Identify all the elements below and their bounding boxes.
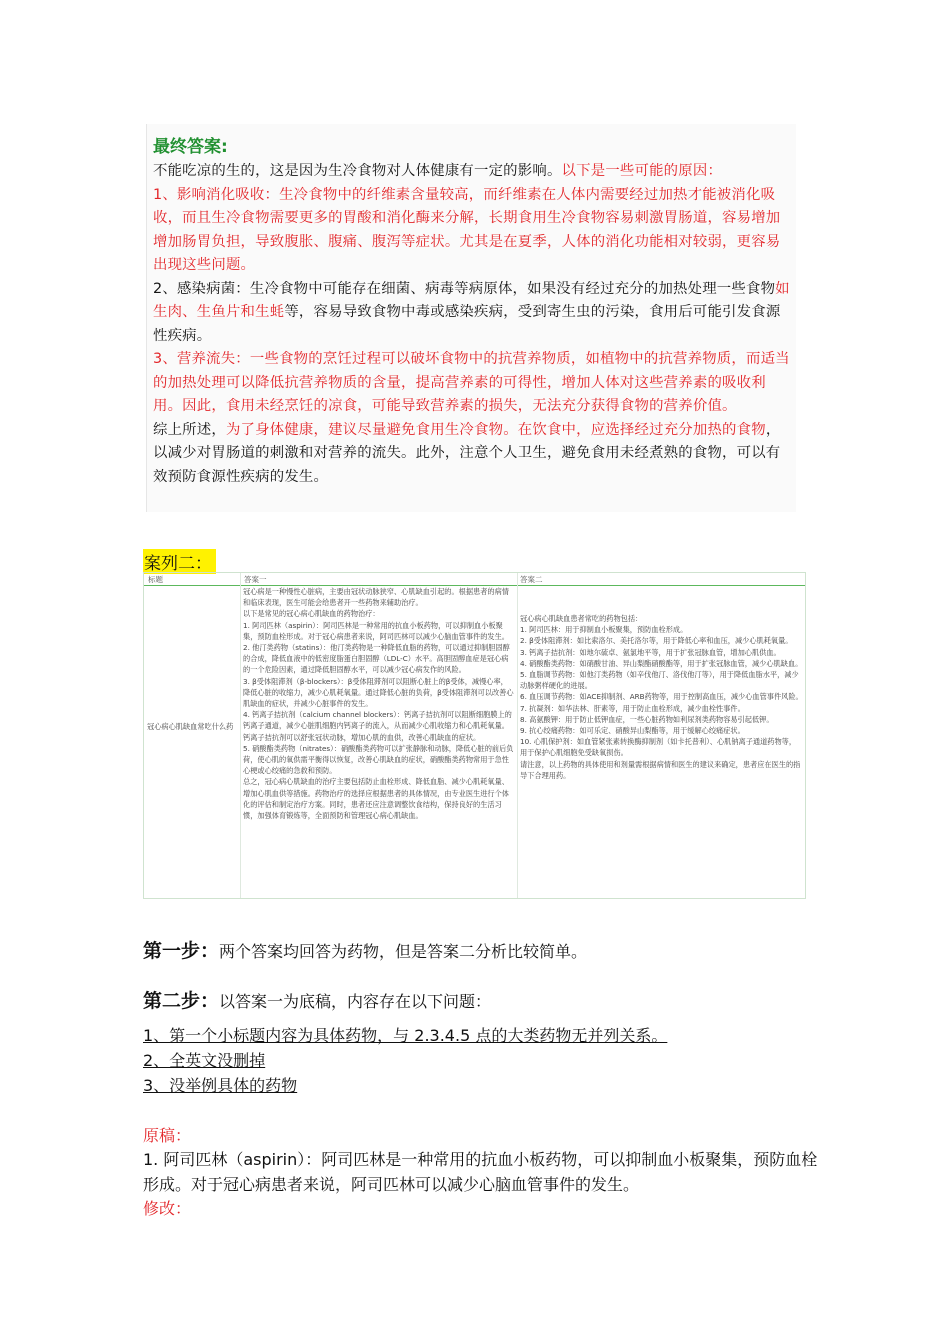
step-two-text: 以答案一为底稿，内容存在以下问题： <box>219 992 492 1011</box>
answer-two-cell: 冠心病心肌缺血患者常吃的药物包括： 1. 阿司匹林：用于抑制血小板聚集，预防血栓形成。 2. β受体阻滞剂：如比索洛尔、美托洛尔等，用于降低心率和血压，减少心肌耗氧量。 3. 钙离子拮抗剂：如地尔硫卓、氨氯地平等，用于扩张冠脉血管，增加心肌供血。 4. 硝酸酯类药物：如硝酸甘油、异山梨酯硝酸酯等，用于扩张冠脉血管，减少心肌缺血。 5. 血脂调节药物：如他汀类药物（如辛伐他汀、洛伐他汀等），用于降低血脂水平，减少动脉粥样硬化的进展。 6. 血压调节药物：如ACE抑制剂、ARB药物等，用于控制高血压，减少心血管事件风险。 7. 抗凝剂：如华法林、肝素等，用于防止血栓形成，减少血栓性事件。 8. 高氨酸钾：用于防止低钾血症，一些心脏药物如利尿剂类药物容易引起低钾。 9. 抗心绞痛药物：如可乐定、硝酸异山梨酯等，用于缓解心绞痛症状。 10. 心肌保护剂：如血管紧张素转换酶抑制剂（如卡托普利）、心肌钠离子通道药物等，用于保护心肌细胞免受缺氧损伤。 请注意，以上药物的具体使用和剂量需根据病情和医生的建议来确定，患者应在医生的指导下合理用药。 <box>520 614 803 780</box>
step-one-label: 第一步： <box>143 940 220 962</box>
draft-label: 原稿： <box>143 1126 192 1145</box>
conclusion-red: 为了身体健康，建议尽量避免食用生冷食物。在饮食中，应选择经过充分加热的食物 <box>225 421 766 438</box>
case-two-label: 案列二： <box>143 549 216 574</box>
conclusion-text-a: 综上所述， <box>153 421 226 438</box>
reason-digestion: 1、影响消化吸收：生冷食物中的纤维素含量较高，而纤维素在人体内需要经过加热才能被消化吸收，而且生冷食物需要更多的胃酸和消化酶来分解，长期食用生冷食物容易刺激胃肠道，容易增加增加肠胃负担，导致腹胀、腹痛、腹泻等症状。尤其是在夏季，人体的消化功能相对较弱，更容易出现这些问题。 <box>153 186 781 273</box>
reason-infection <box>153 278 790 349</box>
step-one-text: 两个答案均回答为药物，但是答案二分析比较简单。 <box>219 942 588 961</box>
comparison-table <box>143 572 806 899</box>
header-answer-one: 答案一 <box>244 575 267 584</box>
column-divider <box>517 573 518 898</box>
final-answer-block <box>146 124 796 512</box>
issue-item: 3、没举例具体的药物 <box>143 1076 298 1095</box>
issue-item: 1、第一个小标题内容为具体药物，与 2.3.4.5 点的大类药物无并列关系。 <box>143 1026 668 1045</box>
column-divider <box>240 573 241 898</box>
table-title-cell: 冠心病心肌缺血常吃什么药 <box>147 722 234 731</box>
final-answer-intro <box>153 160 790 184</box>
revision-label: 修改： <box>143 1199 192 1218</box>
intro-text: 不能吃凉的生的，这是因为生冷食物对人体健康有一定的影响。 <box>153 163 562 179</box>
reason-infection-text-b: 等，容易导致食物中毒或感染疾病，受到寄生虫的污染，食用后可能引发食源性疾病。 <box>153 304 781 344</box>
step-two-label: 第二步： <box>143 990 220 1012</box>
header-title: 标题 <box>148 575 163 584</box>
conclusion <box>153 419 790 490</box>
reason-infection-text-a: 2、感染病菌：生冷食物中可能存在细菌、病毒等病原体，如果没有经过充分的加热处理一些食物 <box>153 280 776 297</box>
reason-infection-red: 如生肉、生鱼片和生蚝 <box>153 280 790 320</box>
header-answer-two: 答案二 <box>520 575 543 584</box>
draft-text: 1. 阿司匹林（aspirin）：阿司匹林是一种常用的抗血小板药物，可以抑制血小板聚集，预防血栓形成。对于冠心病患者来说，阿司匹林可以减少心脑血管事件的发生。 <box>143 1150 818 1194</box>
reason-nutrition: 3、营养流失：一些食物的烹饪过程可以破坏食物中的抗营养物质，如植物中的抗营养物质，而适当的加热处理可以降低抗营养物质的含量，提高营养素的可得性，增加人体对这些营养素的吸收利用。因此，食用未经烹饪的凉食，可能导致营养素的损失，无法充分获得食物的营养价值。 <box>153 351 790 414</box>
table-header-row <box>144 573 805 586</box>
issue-item: 2、全英文没删掉 <box>143 1051 266 1070</box>
final-answer-title: 最终答案: <box>153 137 228 157</box>
conclusion-text-b: ，以减少对胃肠道的刺激和对营养的流失。此外，注意个人卫生，避免食用未经煮熟的食物，可以有效预防食源性疾病的发生。 <box>153 421 781 485</box>
step-two <box>143 986 491 1013</box>
intro-red-text: 以下是一些可能的原因： <box>561 163 723 179</box>
answer-one-cell: 冠心病是一种慢性心脏病，主要由冠状动脉狭窄、心肌缺血引起的。根据患者的病情和临床表现，医生可能会给患者开一些药物来辅助治疗。 以下是常见的冠心病心肌缺血的药物治疗： 1. 阿司匹林（aspirin）：阿司匹林是一种常用的抗血小板药物，可以抑制血小板聚集，预防血栓形成。对于冠心病患者来说，阿司匹林可以减少心脑血管事件的发生。 2. 他汀类药物（statins）：他汀类药物是一种降低血脂的药物，可以通过抑制胆固醇的合成，降低血液中的低密度脂蛋白胆固醇（LDL-C）水平。高胆固醇血症是冠心病的一个危险因素，通过降低胆固醇水平，可以减少冠心病发作的风险。 3. β受体阻滞剂（β-blockers）：β受体阻滞剂可以阻断心脏上的β受体，减慢心率，降低心脏的收缩力，减少心肌耗氧量。通过降低心脏的负荷，β受体阻滞剂可以改善心肌缺血的症状，并减少心脏事件的发生。 4. 钙离子拮抗剂（calcium channel blockers）：钙离子拮抗剂可以阻断细胞膜上的钙离子通道，减少心脏肌细胞内钙离子的流入，从而减少心肌收缩力和心肌耗氧量。钙离子拮抗剂可以舒张冠状动脉，增加心肌的血供，改善心肌缺血的症状。 5. 硝酸酯类药物（nitrates）：硝酸酯类药物可以扩张静脉和动脉，降低心脏的前后负荷，使心肌的氧供需平衡得以恢复，改善心肌缺血的症状，硝酸酯类药物常用于急性心梗或心绞痛的急救和预防。 总之，冠心病心肌缺血的治疗主要包括防止血栓形成、降低血脂、减少心肌耗氧量、增加心肌血供等措施。药物治疗的选择应根据患者的具体情况，由专业医生进行个体化的评估和制定治疗方案。同时，患者还应注意调整饮食结构，保持良好的生活习惯，加强体育锻炼等，全面预防和管理冠心病心肌缺血。 <box>243 587 514 821</box>
step-one <box>143 936 587 963</box>
